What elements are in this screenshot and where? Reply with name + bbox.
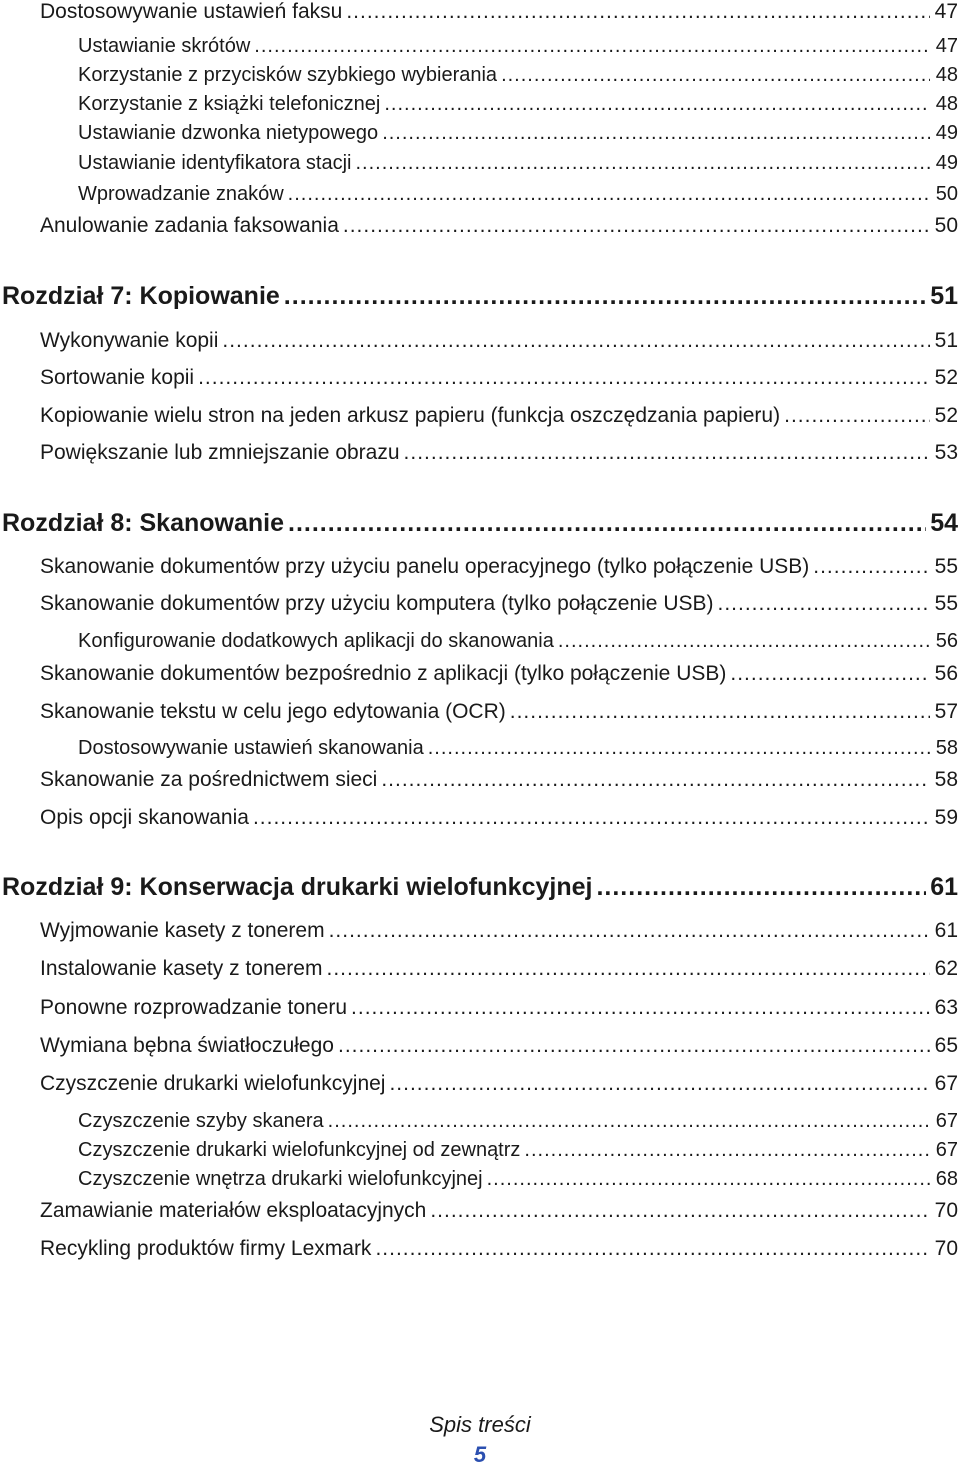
- toc-entry-title: Skanowanie dokumentów bezpośrednio z aplikacji (tylko połączenie USB): [40, 662, 727, 685]
- toc-entry[interactable]: [78, 1106, 958, 1136]
- dot-leader: [288, 506, 926, 540]
- dot-leader: [487, 1164, 930, 1194]
- toc-entry[interactable]: [78, 1164, 958, 1194]
- toc-entry-page: 58: [935, 737, 958, 759]
- toc-entry-title: Korzystanie z książki telefonicznej: [78, 93, 381, 115]
- toc-chapter-heading[interactable]: [2, 870, 958, 904]
- toc-entry[interactable]: [78, 733, 958, 763]
- toc-entry-page: 52: [934, 404, 958, 427]
- toc-entry-page: 70: [934, 1237, 958, 1260]
- toc-entry[interactable]: [40, 993, 958, 1023]
- toc-entry-page: 51: [934, 329, 958, 352]
- toc-entry[interactable]: [40, 659, 958, 689]
- toc-entry[interactable]: [40, 552, 958, 582]
- toc-entry-title: Kopiowanie wielu stron na jeden arkusz papieru (funkcja oszczędzania papieru): [40, 404, 781, 427]
- toc-entry[interactable]: [40, 1196, 958, 1226]
- toc-entry-page: 50: [935, 183, 958, 205]
- toc-entry-page: 53: [934, 441, 958, 464]
- toc-entry-page: 55: [934, 592, 958, 615]
- dot-leader: [384, 89, 930, 119]
- toc-entry[interactable]: [40, 326, 958, 356]
- toc-entry-title: Czyszczenie drukarki wielofunkcyjnej: [40, 1072, 386, 1095]
- toc-entry-title: Anulowanie zadania faksowania: [40, 214, 339, 237]
- toc-entry-page: 67: [935, 1110, 958, 1132]
- footer-section-title: Spis treści: [429, 1412, 531, 1437]
- toc-entry-title: Czyszczenie wnętrza drukarki wielofunkcyjnej: [78, 1168, 483, 1190]
- toc-entry[interactable]: [40, 765, 958, 795]
- toc-chapter-title: Rozdział 9: Konserwacja drukarki wielofunkcyjnej: [2, 873, 593, 901]
- toc-entry-title: Wyjmowanie kasety z tonerem: [40, 919, 325, 942]
- toc-entry[interactable]: [78, 89, 958, 119]
- dot-leader: [198, 363, 930, 393]
- toc-entry-title: Instalowanie kasety z tonerem: [40, 957, 323, 980]
- toc-chapter-heading[interactable]: [2, 506, 958, 540]
- toc-entry-page: 62: [934, 957, 958, 980]
- toc-entry-title: Zamawianie materiałów eksploatacyjnych: [40, 1199, 427, 1222]
- dot-leader: [428, 733, 930, 763]
- toc-entry[interactable]: [40, 954, 958, 984]
- toc-entry[interactable]: [78, 60, 958, 90]
- toc-entry-page: 56: [935, 630, 958, 652]
- toc-entry-page: 58: [934, 768, 958, 791]
- toc-entry-page: 47: [935, 35, 958, 57]
- toc-entry[interactable]: [40, 363, 958, 393]
- dot-leader: [718, 589, 931, 619]
- toc-entry[interactable]: [40, 1234, 958, 1264]
- dot-leader: [355, 148, 930, 178]
- toc-entry-title: Skanowanie dokumentów przy użyciu panelu operacyjnego (tylko połączenie USB): [40, 555, 810, 578]
- dot-leader: [338, 1031, 930, 1061]
- toc-entry-page: 57: [934, 700, 958, 723]
- toc-entry[interactable]: [78, 31, 958, 61]
- toc-entry-page: 48: [935, 64, 958, 86]
- dot-leader: [596, 870, 926, 904]
- toc-entry-title: Sortowanie kopii: [40, 366, 195, 389]
- toc-entry-page: 70: [934, 1199, 958, 1222]
- dot-leader: [288, 179, 930, 209]
- dot-leader: [524, 1135, 930, 1165]
- toc-entry[interactable]: [40, 1069, 958, 1099]
- toc-entry-title: Konfigurowanie dodatkowych aplikacji do skanowania: [78, 630, 554, 652]
- dot-leader: [328, 1106, 930, 1136]
- toc-entry-title: Ustawianie skrótów: [78, 35, 251, 57]
- toc-entry-page: 49: [935, 122, 958, 144]
- toc-entry-title: Wymiana bębna światłoczułego: [40, 1034, 334, 1057]
- toc-entry-title: Wprowadzanie znaków: [78, 183, 284, 205]
- dot-leader: [430, 1196, 930, 1226]
- dot-leader: [730, 659, 930, 689]
- dot-leader: [346, 0, 930, 27]
- toc-entry[interactable]: [40, 0, 958, 27]
- toc-entry[interactable]: [40, 803, 958, 833]
- toc-chapter-page: 61: [930, 873, 958, 901]
- dot-leader: [510, 697, 930, 727]
- toc-entry-page: 65: [934, 1034, 958, 1057]
- toc-entry[interactable]: [40, 916, 958, 946]
- toc-entry[interactable]: [40, 438, 958, 468]
- dot-leader: [284, 279, 926, 313]
- dot-leader: [375, 1234, 930, 1264]
- toc-entry-title: Ponowne rozprowadzanie toneru: [40, 996, 348, 1019]
- toc-entry-page: 56: [934, 662, 958, 685]
- dot-leader: [329, 916, 930, 946]
- toc-entry-title: Ustawianie identyfikatora stacji: [78, 152, 352, 174]
- toc-entry-page: 52: [934, 366, 958, 389]
- toc-entry-page: 48: [935, 93, 958, 115]
- toc-chapter-heading[interactable]: [2, 279, 958, 313]
- toc-entry-page: 63: [934, 996, 958, 1019]
- dot-leader: [326, 954, 930, 984]
- toc-entry[interactable]: [78, 148, 958, 178]
- dot-leader: [381, 765, 930, 795]
- toc-chapter-title: Rozdział 8: Skanowanie: [2, 509, 285, 537]
- toc-entry-title: Czyszczenie drukarki wielofunkcyjnej od zewnątrz: [78, 1139, 521, 1161]
- dot-leader: [404, 438, 930, 468]
- dot-leader: [382, 118, 930, 148]
- toc-entry-title: Korzystanie z przycisków szybkiego wybierania: [78, 64, 498, 86]
- dot-leader: [253, 803, 930, 833]
- toc-chapter-page: 54: [930, 509, 958, 537]
- toc-entry[interactable]: [40, 589, 958, 619]
- dot-leader: [501, 60, 930, 90]
- toc-entry[interactable]: [78, 626, 958, 656]
- toc-entry-page: 50: [934, 214, 958, 237]
- toc-chapter-title: Rozdział 7: Kopiowanie: [2, 282, 280, 310]
- toc-chapter-page: 51: [930, 282, 958, 310]
- toc-entry-title: Czyszczenie szyby skanera: [78, 1110, 324, 1132]
- toc-entry[interactable]: [78, 1135, 958, 1165]
- toc-entry-title: Opis opcji skanowania: [40, 806, 249, 829]
- toc-entry[interactable]: [40, 401, 958, 431]
- toc-entry[interactable]: [78, 179, 958, 209]
- toc-entry-page: 67: [935, 1139, 958, 1161]
- toc-entry[interactable]: [40, 211, 958, 241]
- toc-entry-page: 59: [934, 806, 958, 829]
- dot-leader: [784, 401, 930, 431]
- toc-entry-page: 55: [934, 555, 958, 578]
- dot-leader: [558, 626, 930, 656]
- dot-leader: [351, 993, 930, 1023]
- toc-entry-title: Powiększanie lub zmniejszanie obrazu: [40, 441, 400, 464]
- toc-entry-title: Recykling produktów firmy Lexmark: [40, 1237, 372, 1260]
- toc-entry-title: Skanowanie za pośrednictwem sieci: [40, 768, 378, 791]
- toc-entry-page: 68: [935, 1168, 958, 1190]
- toc-entry-title: Skanowanie dokumentów przy użyciu komputera (tylko połączenie USB): [40, 592, 714, 615]
- dot-leader: [222, 326, 930, 356]
- dot-leader: [343, 211, 930, 241]
- toc-entry-page: 47: [934, 0, 958, 23]
- toc-entry[interactable]: [78, 118, 958, 148]
- toc-entry[interactable]: [40, 697, 958, 727]
- dot-leader: [813, 552, 930, 582]
- dot-leader: [254, 31, 930, 61]
- toc-entry-title: Ustawianie dzwonka nietypowego: [78, 122, 379, 144]
- toc-entry-title: Skanowanie tekstu w celu jego edytowania (OCR): [40, 700, 506, 723]
- toc-entry-page: 67: [934, 1072, 958, 1095]
- footer-page-number: 5: [473, 1442, 487, 1467]
- toc-entry-title: Wykonywanie kopii: [40, 329, 219, 352]
- dot-leader: [389, 1069, 930, 1099]
- toc-entry-title: Dostosowywanie ustawień skanowania: [78, 737, 424, 759]
- toc-entry[interactable]: [40, 1031, 958, 1061]
- toc-entry-page: 49: [935, 152, 958, 174]
- toc-entry-title: Dostosowywanie ustawień faksu: [40, 0, 343, 23]
- toc-entry-page: 61: [934, 919, 958, 942]
